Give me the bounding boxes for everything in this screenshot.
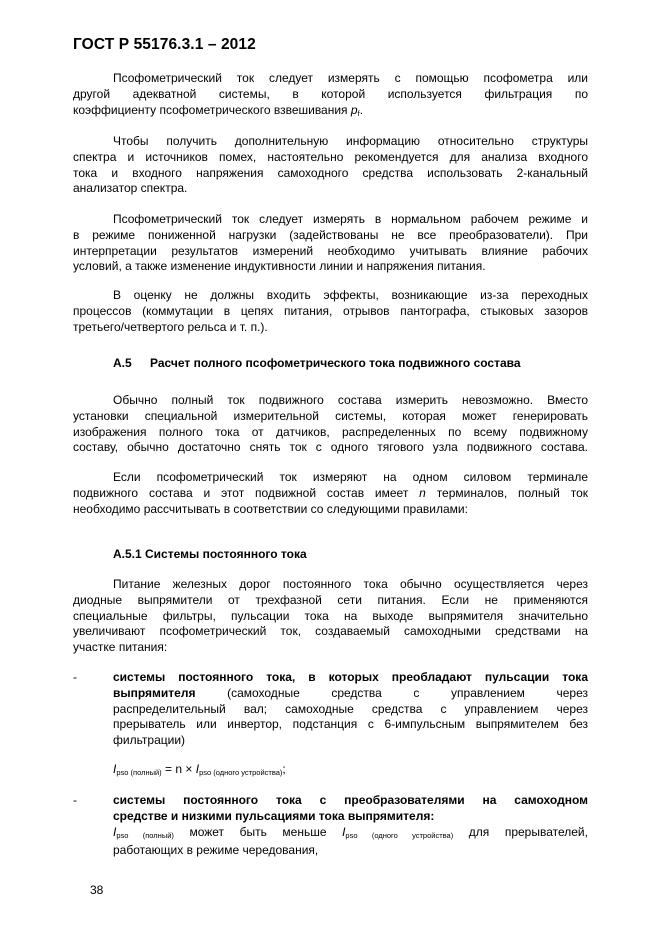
formula-end: ; [282,762,286,776]
text-line: в режиме пониженной нагрузки (задействованы не все преобразователи). При [73,227,588,242]
section-title-a51: А.5.1 Системы постоянного тока [113,547,307,561]
text-line [73,103,588,122]
list-item-1 [113,670,588,749]
list-dash: - [73,670,77,684]
bold-text: системы постоянного тока, в которых преобладают пульсации тока [113,670,588,684]
text-line: работающих в режиме чередования, [113,843,319,858]
subscript: pso (одного устройства) [345,830,454,840]
paragraph-1 [73,71,588,121]
text-fragment: терминалов, полный ток [425,485,588,500]
list-dash: - [73,793,77,807]
text-line: условий, а также изменение индуктивности линии и напряжения питания. [73,259,486,274]
paragraph-7 [73,577,588,656]
text-line: Обычно полный ток подвижного состава измерить невозможно. Вместо [113,393,588,407]
subscript: pso (полный) [116,830,174,840]
paragraph-4 [73,288,588,335]
text-fragment: может быть меньше [173,824,343,839]
text-line: анализатор спектра. [73,181,188,196]
subscript: pso (одного устройства) [199,768,283,777]
document-header: ГОСТ Р 55176.3.1 – 2012 [73,36,256,53]
page-number: 38 [90,883,104,897]
symbol-n: n [419,485,426,500]
text-line: интерпретации результатов измерений необходимо учитывать влияние рабочих [73,243,588,258]
text-fragment: для прерывателей, [453,824,588,839]
text-line: В оценку не должны входить эффекты, возникающие из-за переходных [113,288,588,302]
text-line: Питание железных дорог постоянного тока обычно осуществляется через [113,577,588,591]
text-line: Псофометрический ток следует измерять в нормальном рабочем режиме и [113,212,588,226]
section-number-a5: А.5 [113,356,132,370]
text-line: составу, обычно достаточно снять ток с одного тягового узла подвижного состава. [73,440,588,455]
text-line: установки специальной измерительной системы, которая может генерировать [73,408,588,423]
text-line: специальные фильтры, пульсации тока на выходе выпрямителя значительно [73,608,588,623]
text-line: диодные выпрямители от трехфазной сети питания. Если не применяются [73,592,588,607]
bold-text: выпрямителя [113,685,196,700]
text-line: необходимо рассчитывать в соответствии со следующими правилами: [73,501,468,516]
section-title-a5: Расчет полного псофометрического тока подвижного состава [150,356,521,370]
paragraph-5 [73,393,588,456]
paragraph-6 [73,470,588,517]
text-line: Если псофометрический ток измеряют на одном силовом терминале [113,470,588,484]
text-line: процессов (коммутации в цепях питания, отрывов пантографа, стыковых зазоров [73,303,588,318]
text-line [113,686,588,702]
symbol-I: I [342,824,346,839]
text-line: прерыватель или инвертор, подстанция с 6-импульсным выпрямителем без [113,717,588,732]
text-line: фильтрации) [113,733,186,748]
list-item-2 [113,793,588,859]
text-fragment: . [359,102,364,117]
subscript-f: f [357,108,360,118]
text-line: участке питания: [73,640,168,655]
text-line [113,809,588,825]
text-fragment: (самоходные средства с управлением через [195,685,588,700]
text-line: другой адекватной системы, в которой используется фильтрация по [73,86,588,101]
symbol-p: p [350,102,358,117]
text-line: распределительный вал; самоходные средства с управлением через [113,701,588,716]
text-line: изображения полного тока от датчиков, распределенных по всему подвижному [73,424,588,439]
subscript: pso (полный) [116,768,162,777]
text-line: спектра и источников помех, настоятельно рекомендуется для анализа входного [73,149,588,164]
formula [113,762,286,777]
text-line: Псофометрический ток следует измерять с помощью псофометра или [113,71,588,85]
formula-operator: = n × [161,762,196,776]
symbol-I: I [113,762,117,776]
symbol-I: I [113,824,117,839]
text-line: тока и входного напряжения самоходного средства использовать 2-канальный [73,165,588,180]
text-line: третьего/четвертого рельса и т. п.). [73,319,268,334]
paragraph-3 [73,212,588,275]
text-line: увеличивают псофометрический ток, создаваемый самоходными средствами на [73,624,588,639]
bold-text: средстве и низкими пульсациями тока выпрямителя: [113,808,435,823]
text-line [113,670,588,686]
symbol-I: I [195,762,200,776]
text-line [113,793,588,809]
paragraph-2 [73,134,588,197]
text-fragment: коэффициенту псофометрического взвешивания [73,102,351,117]
text-line [113,825,588,844]
text-line: Чтобы получить дополнительную информацию относительно структуры [113,134,588,148]
text-line [73,486,588,502]
text-fragment: подвижного состава и этот подвижной состав имеет [73,485,420,500]
bold-text: системы постоянного тока с преобразователями на самоходном [113,793,588,807]
